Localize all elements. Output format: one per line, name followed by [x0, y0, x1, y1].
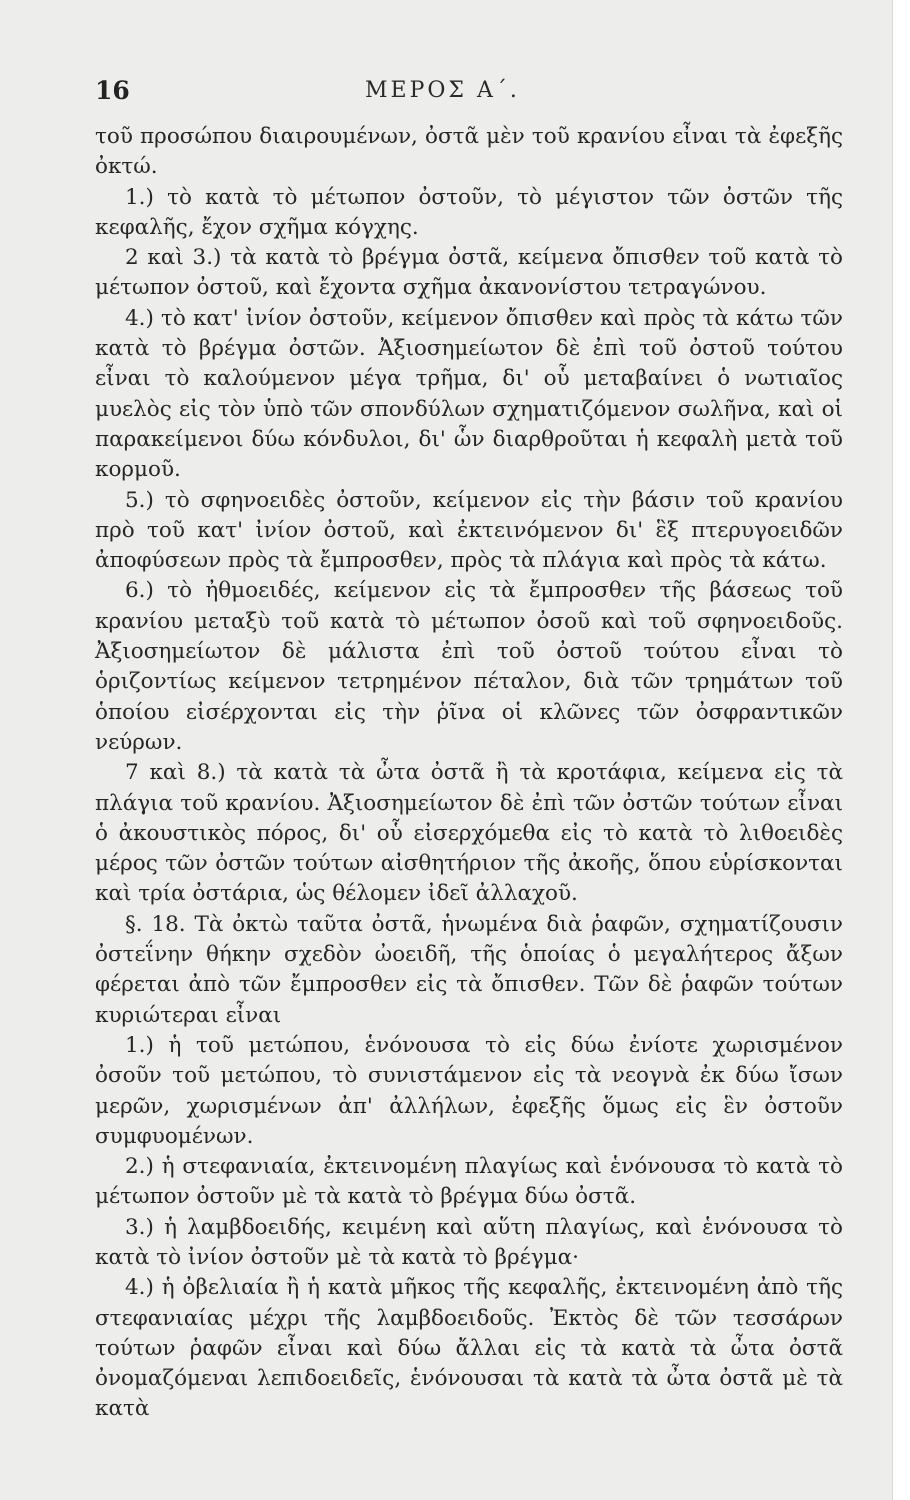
- paragraph-suture-3: 3.) ἡ λαμβδοειδής, κειμένη καὶ αὕτη πλαγίως, καὶ ἑνόνουσα τὸ κατὰ τὸ ἰνίον ὀστοῦν μὲ τὰ κατὰ τὸ βρέγμα·: [95, 1214, 843, 1270]
- paragraph-item-4: 4.) τὸ κατ' ἰνίον ὀστοῦν, κείμενον ὄπισθεν καὶ πρὸς τὰ κάτω τῶν κατὰ τὸ βρέγμα ὀστῶν. Ἀξιοσημείωτον δὲ ἐπὶ τοῦ ὀστοῦ τούτου εἶναι τὸ καλούμενον μέγα τρῆμα, δι' οὗ μεταβαίνει ὁ νωτιαῖος μυελὸς εἰς τὸν ὑπὸ τῶν σπονδύλων σχηματιζόμενον σωλῆνα, καὶ οἱ παρακείμενοι δύω κόνδυλοι, δι' ὧν διαρθροῦται ἡ κεφαλὴ μετὰ τοῦ κορμοῦ.: [95, 305, 843, 483]
- paragraph-continuation: τοῦ προσώπου διαιρουμένων, ὀστᾶ μὲν τοῦ κρανίου εἶναι τὰ ἐφεξῆς ὀκτώ.: [95, 124, 843, 180]
- paragraph-suture-2: 2.) ἡ στεφανιαία, ἐκτεινομένη πλαγίως καὶ ἑνόνουσα τὸ κατὰ τὸ μέτωπον ὀστοῦν μὲ τὰ κατὰ τὸ βρέγμα δύω ὀστᾶ.: [95, 1154, 843, 1210]
- paragraph-section-18: §. 18. Τὰ ὀκτὼ ταῦτα ὀστᾶ, ἡνωμένα διὰ ῥαφῶν, σχηματίζουσιν ὀστεΐνην θήκην σχεδὸν ὠοειδῆ, τῆς ὁποίας ὁ μεγαλήτερος ἄξων φέρεται ἀπὸ τῶν ἔμπροσθεν εἰς τὰ ὄπισθεν. Τῶν δὲ ῥαφῶν τούτων κυριώτεραι εἶναι: [95, 911, 843, 1028]
- paragraph-item-1: 1.) τὸ κατὰ τὸ μέτωπον ὀστοῦν, τὸ μέγιστον τῶν ὀστῶν τῆς κεφαλῆς, ἔχον σχῆμα κόγχης.: [95, 184, 843, 240]
- paragraph-suture-1: 1.) ἡ τοῦ μετώπου, ἑνόνουσα τὸ εἰς δύω ἐνίοτε χωρισμένον ὀσοῦν τοῦ μετώπου, τὸ συνιστάμενον εἰς τὰ νεογνὰ ἐκ δύω ἴσων μερῶν, χωρισμένων ἀπ' ἀλλήλων, ἐφεξῆς ὅμως εἰς ἓν ὀστοῦν συμφυομένων.: [95, 1032, 843, 1149]
- paragraph-item-7-8: 7 καὶ 8.) τὰ κατὰ τὰ ὦτα ὀστᾶ ἢ τὰ κροτάφια, κείμενα εἰς τὰ πλάγια τοῦ κρανίου. Ἀξιοσημείωτον δὲ ἐπὶ τῶν ὀστῶν τούτων εἶναι ὁ ἀκουστικὸς πόρος, δι' οὗ εἰσερχόμεθα εἰς τὸ κατὰ τὸ λιθοειδὲς μέρος τῶν ὀστῶν τούτων αἰσθητήριον τῆς ἀκοῆς, ὅπου εὑρίσκονται καὶ τρία ὀστάρια, ὡς θέλομεν ἰδεῖ ἀλλαχοῦ.: [95, 760, 843, 907]
- paragraph-suture-4: 4.) ἡ ὀβελιαία ἢ ἡ κατὰ μῆκος τῆς κεφαλῆς, ἐκτεινομένη ἀπὸ τῆς στεφανιαίας μέχρι τῆς λαμβδοειδοῦς. Ἐκτὸς δὲ τῶν τεσσάρων τούτων ῥαφῶν εἶναι καὶ δύω ἄλλαι εἰς τὰ κατὰ τὰ ὦτα ὀστᾶ ὀνομαζόμεναι λεπιδοειδεῖς, ἑνόνουσαι τὰ κατὰ τὰ ὦτα ὀστᾶ μὲ τὰ κατὰ: [95, 1275, 843, 1422]
- paragraph-item-6: 6.) τὸ ἠθμοειδές, κείμενον εἰς τὰ ἔμπροσθεν τῆς βάσεως τοῦ κρανίου μεταξὺ τοῦ κατὰ τὸ μέτωπον ὀσοῦ καὶ τοῦ σφηνοειδοῦς. Ἀξιοσημείωτον δὲ μάλιστα ἐπὶ τοῦ ὀστοῦ τούτου εἶναι τὸ ὁριζοντίως κείμενον τετρημένον πέταλον, διὰ τῶν τρημάτων τοῦ ὁποίου εἰσέρχονται εἰς τὴν ῥῖνα οἱ κλῶνες τῶν ὀσφραντικῶν νεύρων.: [95, 578, 843, 755]
- body-text: [95, 122, 843, 1425]
- paragraph-item-2-3: 2 καὶ 3.) τὰ κατὰ τὸ βρέγμα ὀστᾶ, κείμενα ὄπισθεν τοῦ κατὰ τὸ μέτωπον ὀστοῦ, καὶ ἔχοντα σχῆμα ἀκανονίστου τετραγώνου.: [95, 245, 843, 301]
- running-head: ΜΕΡΟΣ Α΄.: [365, 78, 520, 103]
- page-header: [95, 72, 835, 112]
- paragraph-item-5: 5.) τὸ σφηνοειδὲς ὀστοῦν, κείμενον εἰς τὴν βάσιν τοῦ κρανίου πρὸ τοῦ κατ' ἰνίον ὀστοῦ, καὶ ἐκτεινόμενον δι' ἓξ πτερυγοειδῶν ἀποφύσεων πρὸς τὰ ἔμπροσθεν, πρὸς τὰ πλάγια καὶ πρὸς τὰ κάτω.: [95, 487, 843, 574]
- page-number: 16: [95, 76, 130, 105]
